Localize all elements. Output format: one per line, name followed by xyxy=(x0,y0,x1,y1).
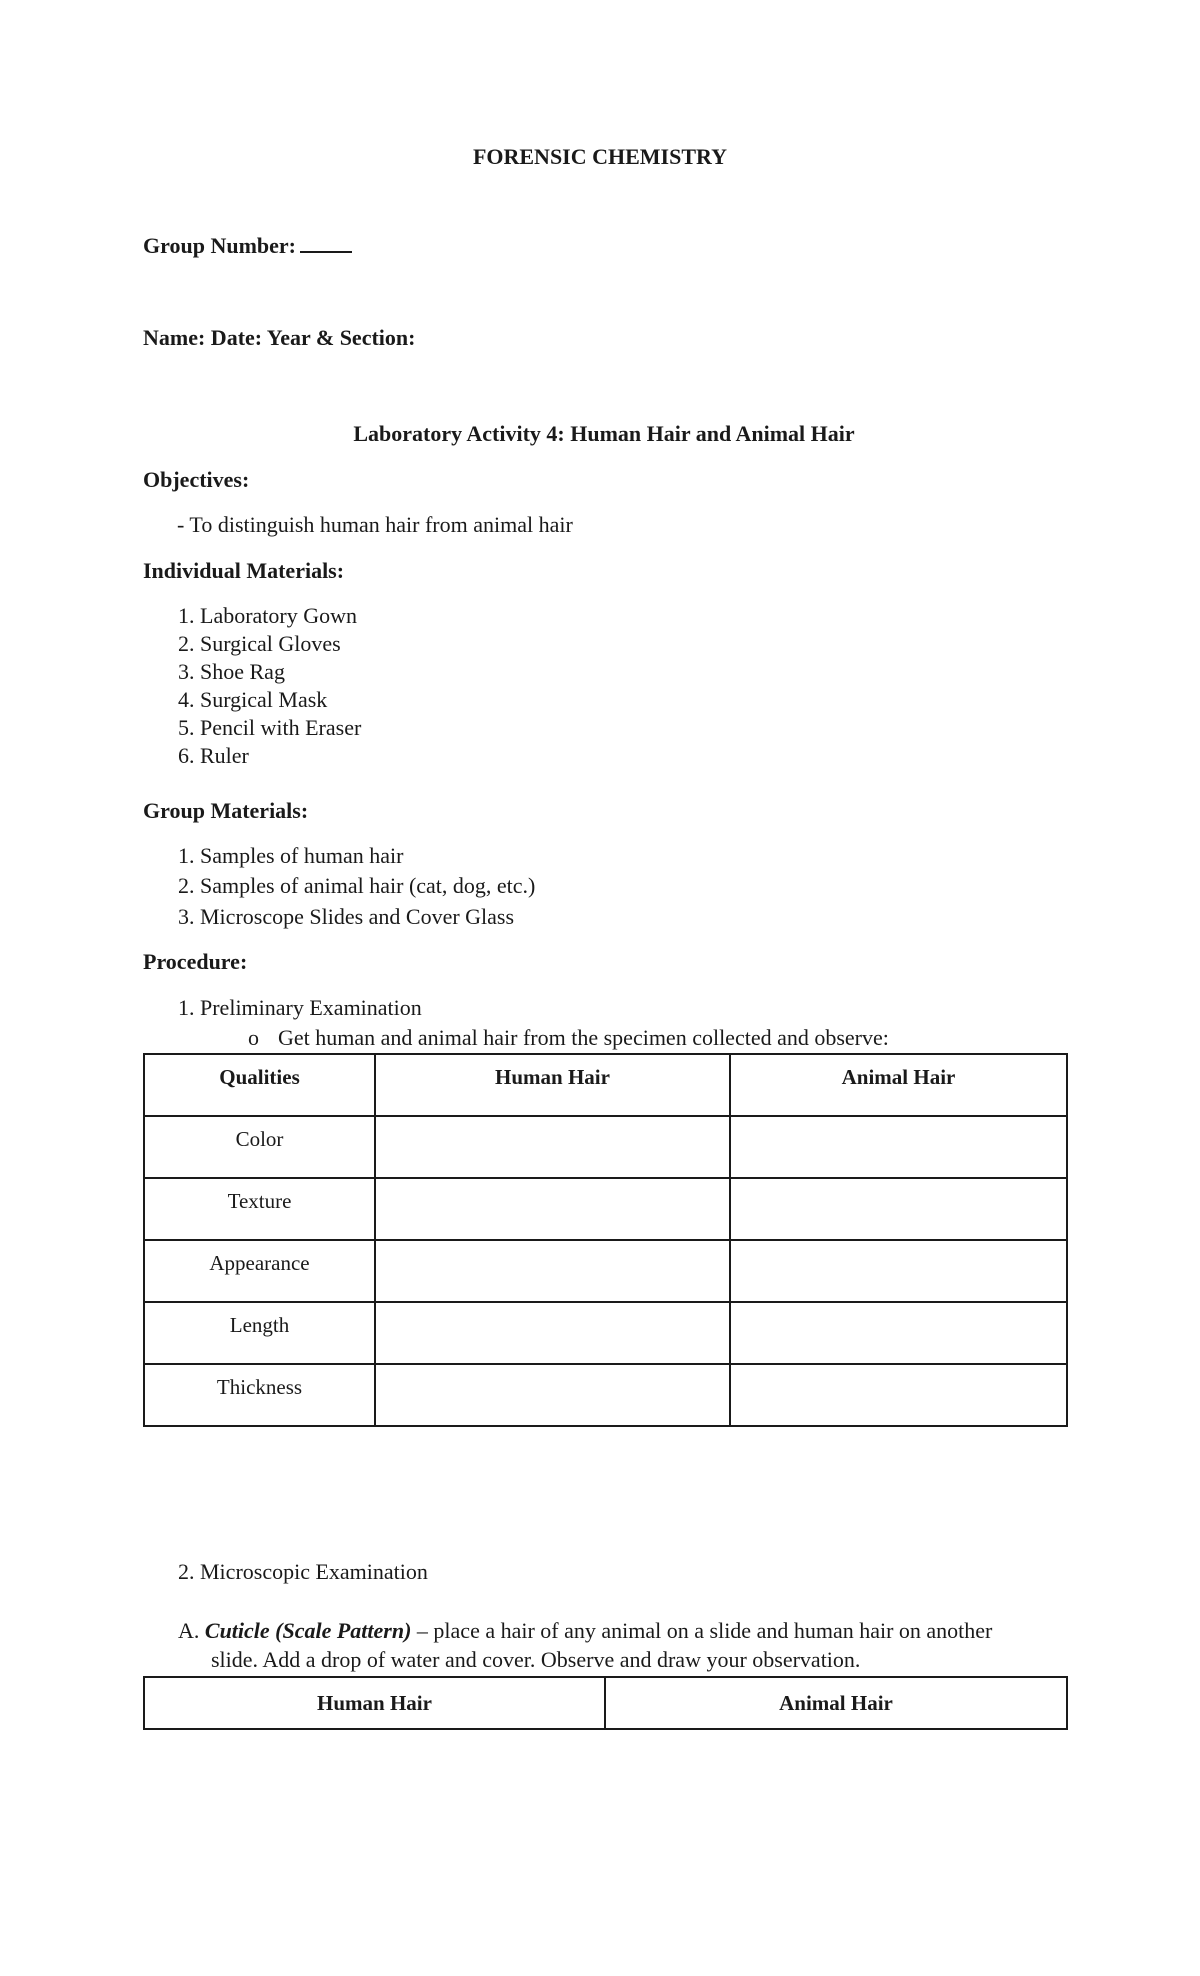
quality-label: Length xyxy=(144,1302,375,1364)
human-hair-cell[interactable] xyxy=(375,1240,730,1302)
human-hair-cell[interactable] xyxy=(375,1178,730,1240)
procedure-step-2: 2. Microscopic Examination xyxy=(178,1559,428,1584)
bullet-marker: o xyxy=(248,1025,259,1050)
animal-hair-cell[interactable] xyxy=(730,1116,1067,1178)
table-row xyxy=(144,1364,1067,1426)
column-header-human-hair: Human Hair xyxy=(375,1054,730,1116)
procedure-step-a-continued: slide. Add a drop of water and cover. Observe and draw your observation. xyxy=(211,1647,861,1672)
table-row xyxy=(144,1240,1067,1302)
human-hair-cell[interactable] xyxy=(375,1116,730,1178)
step-a-term: Cuticle (Scale Pattern) xyxy=(204,1618,412,1643)
microscopic-examination-table xyxy=(143,1676,1068,1730)
procedure-step-1: 1. Preliminary Examination xyxy=(178,995,422,1020)
list-item: 1. Samples of human hair xyxy=(178,843,404,868)
step-a-prefix: A. xyxy=(178,1618,200,1643)
list-item: 6. Ruler xyxy=(178,743,249,768)
human-hair-cell[interactable] xyxy=(375,1364,730,1426)
activity-title: Laboratory Activity 4: Human Hair and Animal Hair xyxy=(353,421,855,446)
quality-label: Thickness xyxy=(144,1364,375,1426)
quality-label: Texture xyxy=(144,1178,375,1240)
list-item: 3. Microscope Slides and Cover Glass xyxy=(178,904,515,929)
objective-item: - To distinguish human hair from animal hair xyxy=(177,512,573,537)
procedure-step-1-instruction: Get human and animal hair from the specimen collected and observe: xyxy=(278,1025,889,1050)
group-number-field xyxy=(143,232,352,260)
animal-hair-cell[interactable] xyxy=(730,1302,1067,1364)
animal-hair-cell[interactable] xyxy=(730,1240,1067,1302)
individual-materials-heading: Individual Materials: xyxy=(143,558,345,583)
table-row xyxy=(144,1116,1067,1178)
column-header-qualities: Qualities xyxy=(144,1054,375,1116)
document-title: FORENSIC CHEMISTRY xyxy=(472,144,728,169)
list-item: 5. Pencil with Eraser xyxy=(178,715,362,740)
table-header-row xyxy=(144,1677,1067,1729)
quality-label: Appearance xyxy=(144,1240,375,1302)
list-item: 2. Samples of animal hair (cat, dog, etc.) xyxy=(178,873,536,898)
preliminary-examination-table xyxy=(143,1053,1068,1427)
column-header-human-hair: Human Hair xyxy=(144,1677,605,1729)
animal-hair-cell[interactable] xyxy=(730,1364,1067,1426)
column-header-animal-hair: Animal Hair xyxy=(730,1054,1067,1116)
procedure-heading: Procedure: xyxy=(143,949,248,974)
procedure-step-a xyxy=(178,1616,1078,1645)
list-item: 1. Laboratory Gown xyxy=(178,603,358,628)
list-item: 3. Shoe Rag xyxy=(178,659,285,684)
table-header-row xyxy=(144,1054,1067,1116)
human-hair-cell[interactable] xyxy=(375,1302,730,1364)
objectives-heading: Objectives: xyxy=(143,467,250,492)
list-item: 2. Surgical Gloves xyxy=(178,631,341,656)
group-number-label: Group Number: xyxy=(143,233,296,258)
quality-label: Color xyxy=(144,1116,375,1178)
list-item: 4. Surgical Mask xyxy=(178,687,328,712)
column-header-animal-hair: Animal Hair xyxy=(605,1677,1067,1729)
animal-hair-cell[interactable] xyxy=(730,1178,1067,1240)
table-row xyxy=(144,1302,1067,1364)
group-number-blank[interactable] xyxy=(300,233,352,253)
table-row xyxy=(144,1178,1067,1240)
step-a-text: – place a hair of any animal on a slide and human hair on another xyxy=(411,1618,993,1643)
name-date-section-line: Name: Date: Year & Section: xyxy=(143,325,416,350)
group-materials-heading: Group Materials: xyxy=(143,798,309,823)
